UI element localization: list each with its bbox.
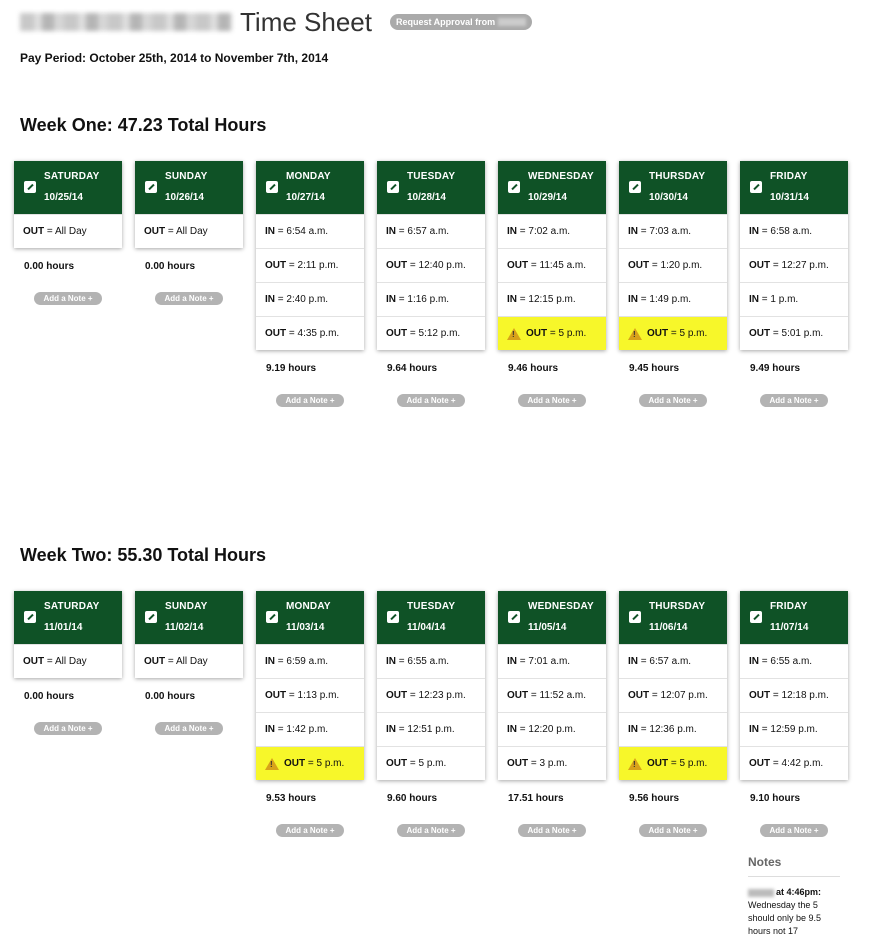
- day-card: [14, 591, 122, 678]
- punch-type: OUT: [628, 260, 650, 271]
- punch-row: [498, 712, 606, 746]
- punch-row: [740, 678, 848, 712]
- day-name: THURSDAY: [649, 171, 706, 182]
- punch-type: OUT: [507, 260, 529, 271]
- punch-type: OUT: [23, 226, 45, 237]
- punch-type: OUT: [749, 690, 771, 701]
- punch-type: IN: [386, 724, 396, 735]
- punch-row: [740, 248, 848, 282]
- punch-type: OUT: [749, 328, 771, 339]
- day-column-wednesday: [498, 161, 606, 407]
- day-column-thursday: [619, 591, 727, 837]
- punch-row: [740, 746, 848, 780]
- day-date: 10/28/14: [407, 192, 446, 203]
- warning-icon: [628, 328, 642, 340]
- day-card: [256, 591, 364, 780]
- note-time: at 4:46pm:: [776, 887, 822, 897]
- day-hours: 9.56 hours: [629, 793, 680, 804]
- punch-type: IN: [749, 724, 759, 735]
- punch-type: IN: [265, 724, 275, 735]
- punch-type: IN: [265, 656, 275, 667]
- punch-time: = 2:40 p.m.: [275, 294, 329, 305]
- add-note-button[interactable]: Add a Note +: [639, 394, 707, 407]
- punch-row: [619, 746, 727, 780]
- day-card-header: [135, 591, 243, 644]
- punch-type: IN: [507, 294, 517, 305]
- day-hours: 9.46 hours: [508, 363, 559, 374]
- day-card: [256, 161, 364, 350]
- day-card-header: [619, 161, 727, 214]
- day-hours: 9.45 hours: [629, 363, 680, 374]
- day-card-header: [619, 591, 727, 644]
- day-name: FRIDAY: [770, 601, 808, 612]
- day-card-header: [498, 161, 606, 214]
- punch-type: IN: [386, 294, 396, 305]
- day-column-monday: [256, 161, 364, 407]
- edit-icon[interactable]: [629, 181, 641, 193]
- edit-icon[interactable]: [387, 181, 399, 193]
- notes-panel: [748, 855, 840, 938]
- punch-type: OUT: [23, 656, 45, 667]
- day-date: 11/04/14: [407, 622, 446, 633]
- day-hours: 0.00 hours: [145, 261, 196, 272]
- day-name: MONDAY: [286, 171, 331, 182]
- punch-type: IN: [749, 656, 759, 667]
- punch-row: [619, 678, 727, 712]
- punch-row: [740, 214, 848, 248]
- punch-time: = 11:45 a.m.: [528, 260, 587, 271]
- punch-type: OUT: [647, 758, 669, 769]
- day-card: [498, 161, 606, 350]
- punch-time: = 1:49 p.m.: [638, 294, 692, 305]
- day-card: [377, 591, 485, 780]
- add-note-button[interactable]: Add a Note +: [397, 824, 465, 837]
- day-date: 11/07/14: [770, 622, 809, 633]
- punch-time: = 6:59 a.m.: [275, 656, 329, 667]
- punch-row: [740, 282, 848, 316]
- add-note-button[interactable]: Add a Note +: [760, 824, 828, 837]
- punch-row: [377, 712, 485, 746]
- punch-type: OUT: [749, 758, 771, 769]
- edit-icon[interactable]: [24, 181, 36, 193]
- add-note-button[interactable]: Add a Note +: [518, 824, 586, 837]
- day-name: WEDNESDAY: [528, 171, 594, 182]
- day-date: 11/02/14: [165, 622, 204, 633]
- punch-type: OUT: [265, 260, 287, 271]
- punch-type: OUT: [144, 656, 166, 667]
- week-two-title: Week Two: 55.30 Total Hours: [20, 545, 267, 565]
- employee-name-redacted: [20, 13, 232, 31]
- warning-icon: [507, 328, 521, 340]
- punch-row: [498, 644, 606, 678]
- week-one-days: [14, 161, 874, 461]
- punch-time: = 12:20 p.m.: [517, 724, 576, 735]
- day-date: 10/29/14: [528, 192, 567, 203]
- punch-type: OUT: [284, 758, 306, 769]
- day-card-header: [14, 161, 122, 214]
- punch-time: = 5 p.m.: [547, 328, 587, 339]
- punch-time: = 5 p.m.: [305, 758, 345, 769]
- day-hours: 9.19 hours: [266, 363, 317, 374]
- punch-time: = 7:01 a.m.: [517, 656, 571, 667]
- punch-time: = 2:11 p.m.: [286, 260, 339, 271]
- punch-type: OUT: [144, 226, 166, 237]
- punch-type: IN: [386, 226, 396, 237]
- day-date: 11/06/14: [649, 622, 688, 633]
- punch-row: [256, 678, 364, 712]
- punch-row: [498, 678, 606, 712]
- notes-title: Notes: [748, 855, 840, 877]
- punch-row: [740, 316, 848, 350]
- punch-type: OUT: [507, 758, 529, 769]
- punch-row: [377, 316, 485, 350]
- punch-time: = 12:18 p.m.: [770, 690, 829, 701]
- punch-row: [377, 644, 485, 678]
- day-card-header: [377, 161, 485, 214]
- day-name: SATURDAY: [44, 601, 100, 612]
- edit-icon[interactable]: [266, 611, 278, 623]
- punch-time: = 4:35 p.m.: [286, 328, 340, 339]
- day-card: [377, 161, 485, 350]
- punch-time: = 5 p.m.: [407, 758, 447, 769]
- punch-type: OUT: [628, 690, 650, 701]
- day-column-sunday: [135, 161, 243, 305]
- day-card-header: [256, 591, 364, 644]
- day-date: 10/26/14: [165, 192, 204, 203]
- punch-type: IN: [749, 226, 759, 237]
- punch-row: [377, 282, 485, 316]
- day-column-tuesday: [377, 161, 485, 407]
- punch-time: = 7:02 a.m.: [517, 226, 571, 237]
- day-hours: 9.60 hours: [387, 793, 438, 804]
- edit-icon[interactable]: [508, 611, 520, 623]
- punch-time: = 3 p.m.: [528, 758, 568, 769]
- punch-time: = 1:16 p.m.: [396, 294, 450, 305]
- week-two-days: [14, 591, 874, 891]
- punch-time: = 12:51 p.m.: [396, 724, 455, 735]
- day-hours: 9.64 hours: [387, 363, 438, 374]
- edit-icon[interactable]: [508, 181, 520, 193]
- week-one-title: Week One: 47.23 Total Hours: [20, 115, 267, 135]
- day-column-sunday: [135, 591, 243, 735]
- day-card: [619, 591, 727, 780]
- punch-row: [740, 644, 848, 678]
- day-column-tuesday: [377, 591, 485, 837]
- day-hours: 9.49 hours: [750, 363, 801, 374]
- punch-row: [377, 214, 485, 248]
- punch-time: = 5:01 p.m.: [770, 328, 824, 339]
- request-approval-button[interactable]: Request Approval from: [390, 14, 532, 30]
- add-note-button[interactable]: Add a Note +: [276, 394, 344, 407]
- day-column-monday: [256, 591, 364, 837]
- punch-time: = 4:42 p.m.: [770, 758, 824, 769]
- day-hours: 0.00 hours: [24, 691, 75, 702]
- punch-type: IN: [628, 226, 638, 237]
- day-hours: 17.51 hours: [508, 793, 564, 804]
- add-note-button[interactable]: Add a Note +: [34, 292, 102, 305]
- punch-row: [256, 248, 364, 282]
- day-date: 10/25/14: [44, 192, 83, 203]
- day-column-friday: [740, 161, 848, 407]
- edit-icon[interactable]: [145, 611, 157, 623]
- edit-icon[interactable]: [750, 611, 762, 623]
- day-name: SATURDAY: [44, 171, 100, 182]
- punch-type: IN: [265, 294, 275, 305]
- punch-type: OUT: [507, 690, 529, 701]
- day-column-thursday: [619, 161, 727, 407]
- day-date: 10/31/14: [770, 192, 809, 203]
- day-card-header: [498, 591, 606, 644]
- punch-time: = All Day: [44, 226, 87, 237]
- punch-row: [14, 644, 122, 678]
- punch-time: = 6:55 a.m.: [759, 656, 813, 667]
- day-column-saturday: [14, 161, 122, 305]
- day-card-header: [256, 161, 364, 214]
- punch-time: = 12:23 p.m.: [407, 690, 466, 701]
- punch-row: [256, 316, 364, 350]
- punch-time: = 1:13 p.m.: [286, 690, 340, 701]
- day-column-saturday: [14, 591, 122, 735]
- punch-row: [498, 316, 606, 350]
- add-note-button[interactable]: Add a Note +: [34, 722, 102, 735]
- punch-time: = 5:12 p.m.: [407, 328, 461, 339]
- punch-time: = 6:57 a.m.: [396, 226, 450, 237]
- punch-time: = 6:55 a.m.: [396, 656, 450, 667]
- note-author-redacted: [748, 889, 774, 897]
- day-card: [619, 161, 727, 350]
- punch-type: IN: [507, 656, 517, 667]
- add-note-button[interactable]: Add a Note +: [639, 824, 707, 837]
- edit-icon[interactable]: [266, 181, 278, 193]
- day-date: 11/05/14: [528, 622, 567, 633]
- punch-row: [135, 644, 243, 678]
- punch-time: = 12:15 p.m.: [517, 294, 576, 305]
- day-card-header: [135, 161, 243, 214]
- edit-icon[interactable]: [387, 611, 399, 623]
- day-date: 11/03/14: [286, 622, 325, 633]
- add-note-button[interactable]: Add a Note +: [155, 292, 223, 305]
- punch-time: = All Day: [165, 656, 208, 667]
- day-hours: 0.00 hours: [145, 691, 196, 702]
- day-name: TUESDAY: [407, 171, 456, 182]
- punch-time: = 6:57 a.m.: [638, 656, 692, 667]
- punch-row: [619, 316, 727, 350]
- day-name: TUESDAY: [407, 601, 456, 612]
- punch-type: OUT: [265, 328, 287, 339]
- punch-time: = 1 p.m.: [759, 294, 799, 305]
- day-hours: 0.00 hours: [24, 261, 75, 272]
- note-entry: [748, 886, 840, 938]
- day-card-header: [740, 591, 848, 644]
- day-date: 11/01/14: [44, 622, 83, 633]
- punch-row: [256, 746, 364, 780]
- punch-row: [498, 282, 606, 316]
- punch-time: = 5 p.m.: [668, 328, 708, 339]
- punch-row: [740, 712, 848, 746]
- punch-time: = 12:40 p.m.: [407, 260, 466, 271]
- punch-time: = 7:03 a.m.: [638, 226, 692, 237]
- punch-type: OUT: [647, 328, 669, 339]
- day-column-wednesday: [498, 591, 606, 837]
- punch-time: = 6:58 a.m.: [759, 226, 813, 237]
- day-card: [14, 161, 122, 248]
- day-date: 10/30/14: [649, 192, 688, 203]
- pay-period: Pay Period: October 25th, 2014 to November 7th, 2014: [20, 51, 329, 65]
- note-text: Wednesday the 5 should only be 9.5 hours not 17: [748, 900, 822, 936]
- punch-row: [498, 248, 606, 282]
- edit-icon[interactable]: [145, 181, 157, 193]
- punch-row: [498, 746, 606, 780]
- punch-time: = 12:59 p.m.: [759, 724, 818, 735]
- punch-time: = 1:20 p.m.: [649, 260, 703, 271]
- punch-type: IN: [749, 294, 759, 305]
- punch-row: [619, 282, 727, 316]
- day-card-header: [377, 591, 485, 644]
- page-header: [20, 4, 532, 40]
- punch-time: = 12:07 p.m.: [649, 690, 708, 701]
- punch-row: [619, 214, 727, 248]
- day-name: MONDAY: [286, 601, 331, 612]
- add-note-button[interactable]: Add a Note +: [518, 394, 586, 407]
- punch-type: IN: [628, 294, 638, 305]
- punch-time: = 1:42 p.m.: [275, 724, 329, 735]
- punch-type: IN: [265, 226, 275, 237]
- punch-type: OUT: [386, 758, 408, 769]
- day-name: SUNDAY: [165, 601, 208, 612]
- punch-time: = 12:27 p.m.: [770, 260, 829, 271]
- day-card: [135, 161, 243, 248]
- punch-time: = All Day: [165, 226, 208, 237]
- punch-time: = 5 p.m.: [668, 758, 708, 769]
- warning-icon: [628, 758, 642, 770]
- add-note-button[interactable]: Add a Note +: [397, 394, 465, 407]
- day-card: [498, 591, 606, 780]
- day-date: 10/27/14: [286, 192, 325, 203]
- day-hours: 9.53 hours: [266, 793, 317, 804]
- day-card: [740, 591, 848, 780]
- day-card-header: [740, 161, 848, 214]
- punch-row: [377, 746, 485, 780]
- edit-icon[interactable]: [24, 611, 36, 623]
- punch-row: [14, 214, 122, 248]
- punch-type: OUT: [749, 260, 771, 271]
- add-note-button[interactable]: Add a Note +: [276, 824, 344, 837]
- punch-row: [256, 282, 364, 316]
- edit-icon[interactable]: [629, 611, 641, 623]
- edit-icon[interactable]: [750, 181, 762, 193]
- day-name: SUNDAY: [165, 171, 208, 182]
- punch-row: [377, 248, 485, 282]
- punch-row: [619, 712, 727, 746]
- punch-row: [619, 248, 727, 282]
- punch-type: IN: [507, 724, 517, 735]
- day-name: FRIDAY: [770, 171, 808, 182]
- day-card: [740, 161, 848, 350]
- day-name: THURSDAY: [649, 601, 706, 612]
- punch-type: IN: [628, 724, 638, 735]
- punch-row: [256, 214, 364, 248]
- punch-time: = All Day: [44, 656, 87, 667]
- punch-type: OUT: [386, 690, 408, 701]
- punch-time: = 12:36 p.m.: [638, 724, 697, 735]
- add-note-button[interactable]: Add a Note +: [155, 722, 223, 735]
- day-name: WEDNESDAY: [528, 601, 594, 612]
- day-card-header: [14, 591, 122, 644]
- punch-row: [619, 644, 727, 678]
- punch-row: [377, 678, 485, 712]
- punch-type: OUT: [386, 328, 408, 339]
- punch-time: = 11:52 a.m.: [528, 690, 587, 701]
- warning-icon: [265, 758, 279, 770]
- punch-type: OUT: [526, 328, 548, 339]
- add-note-button[interactable]: Add a Note +: [760, 394, 828, 407]
- punch-row: [256, 644, 364, 678]
- punch-type: OUT: [386, 260, 408, 271]
- approver-name-redacted: [498, 18, 526, 26]
- punch-row: [498, 214, 606, 248]
- day-column-friday: [740, 591, 848, 837]
- punch-type: IN: [386, 656, 396, 667]
- punch-time: = 6:54 a.m.: [275, 226, 329, 237]
- day-hours: 9.10 hours: [750, 793, 801, 804]
- punch-type: IN: [507, 226, 517, 237]
- punch-type: IN: [628, 656, 638, 667]
- page-title: Time Sheet: [240, 6, 372, 37]
- punch-type: OUT: [265, 690, 287, 701]
- day-card: [135, 591, 243, 678]
- punch-row: [135, 214, 243, 248]
- punch-row: [256, 712, 364, 746]
